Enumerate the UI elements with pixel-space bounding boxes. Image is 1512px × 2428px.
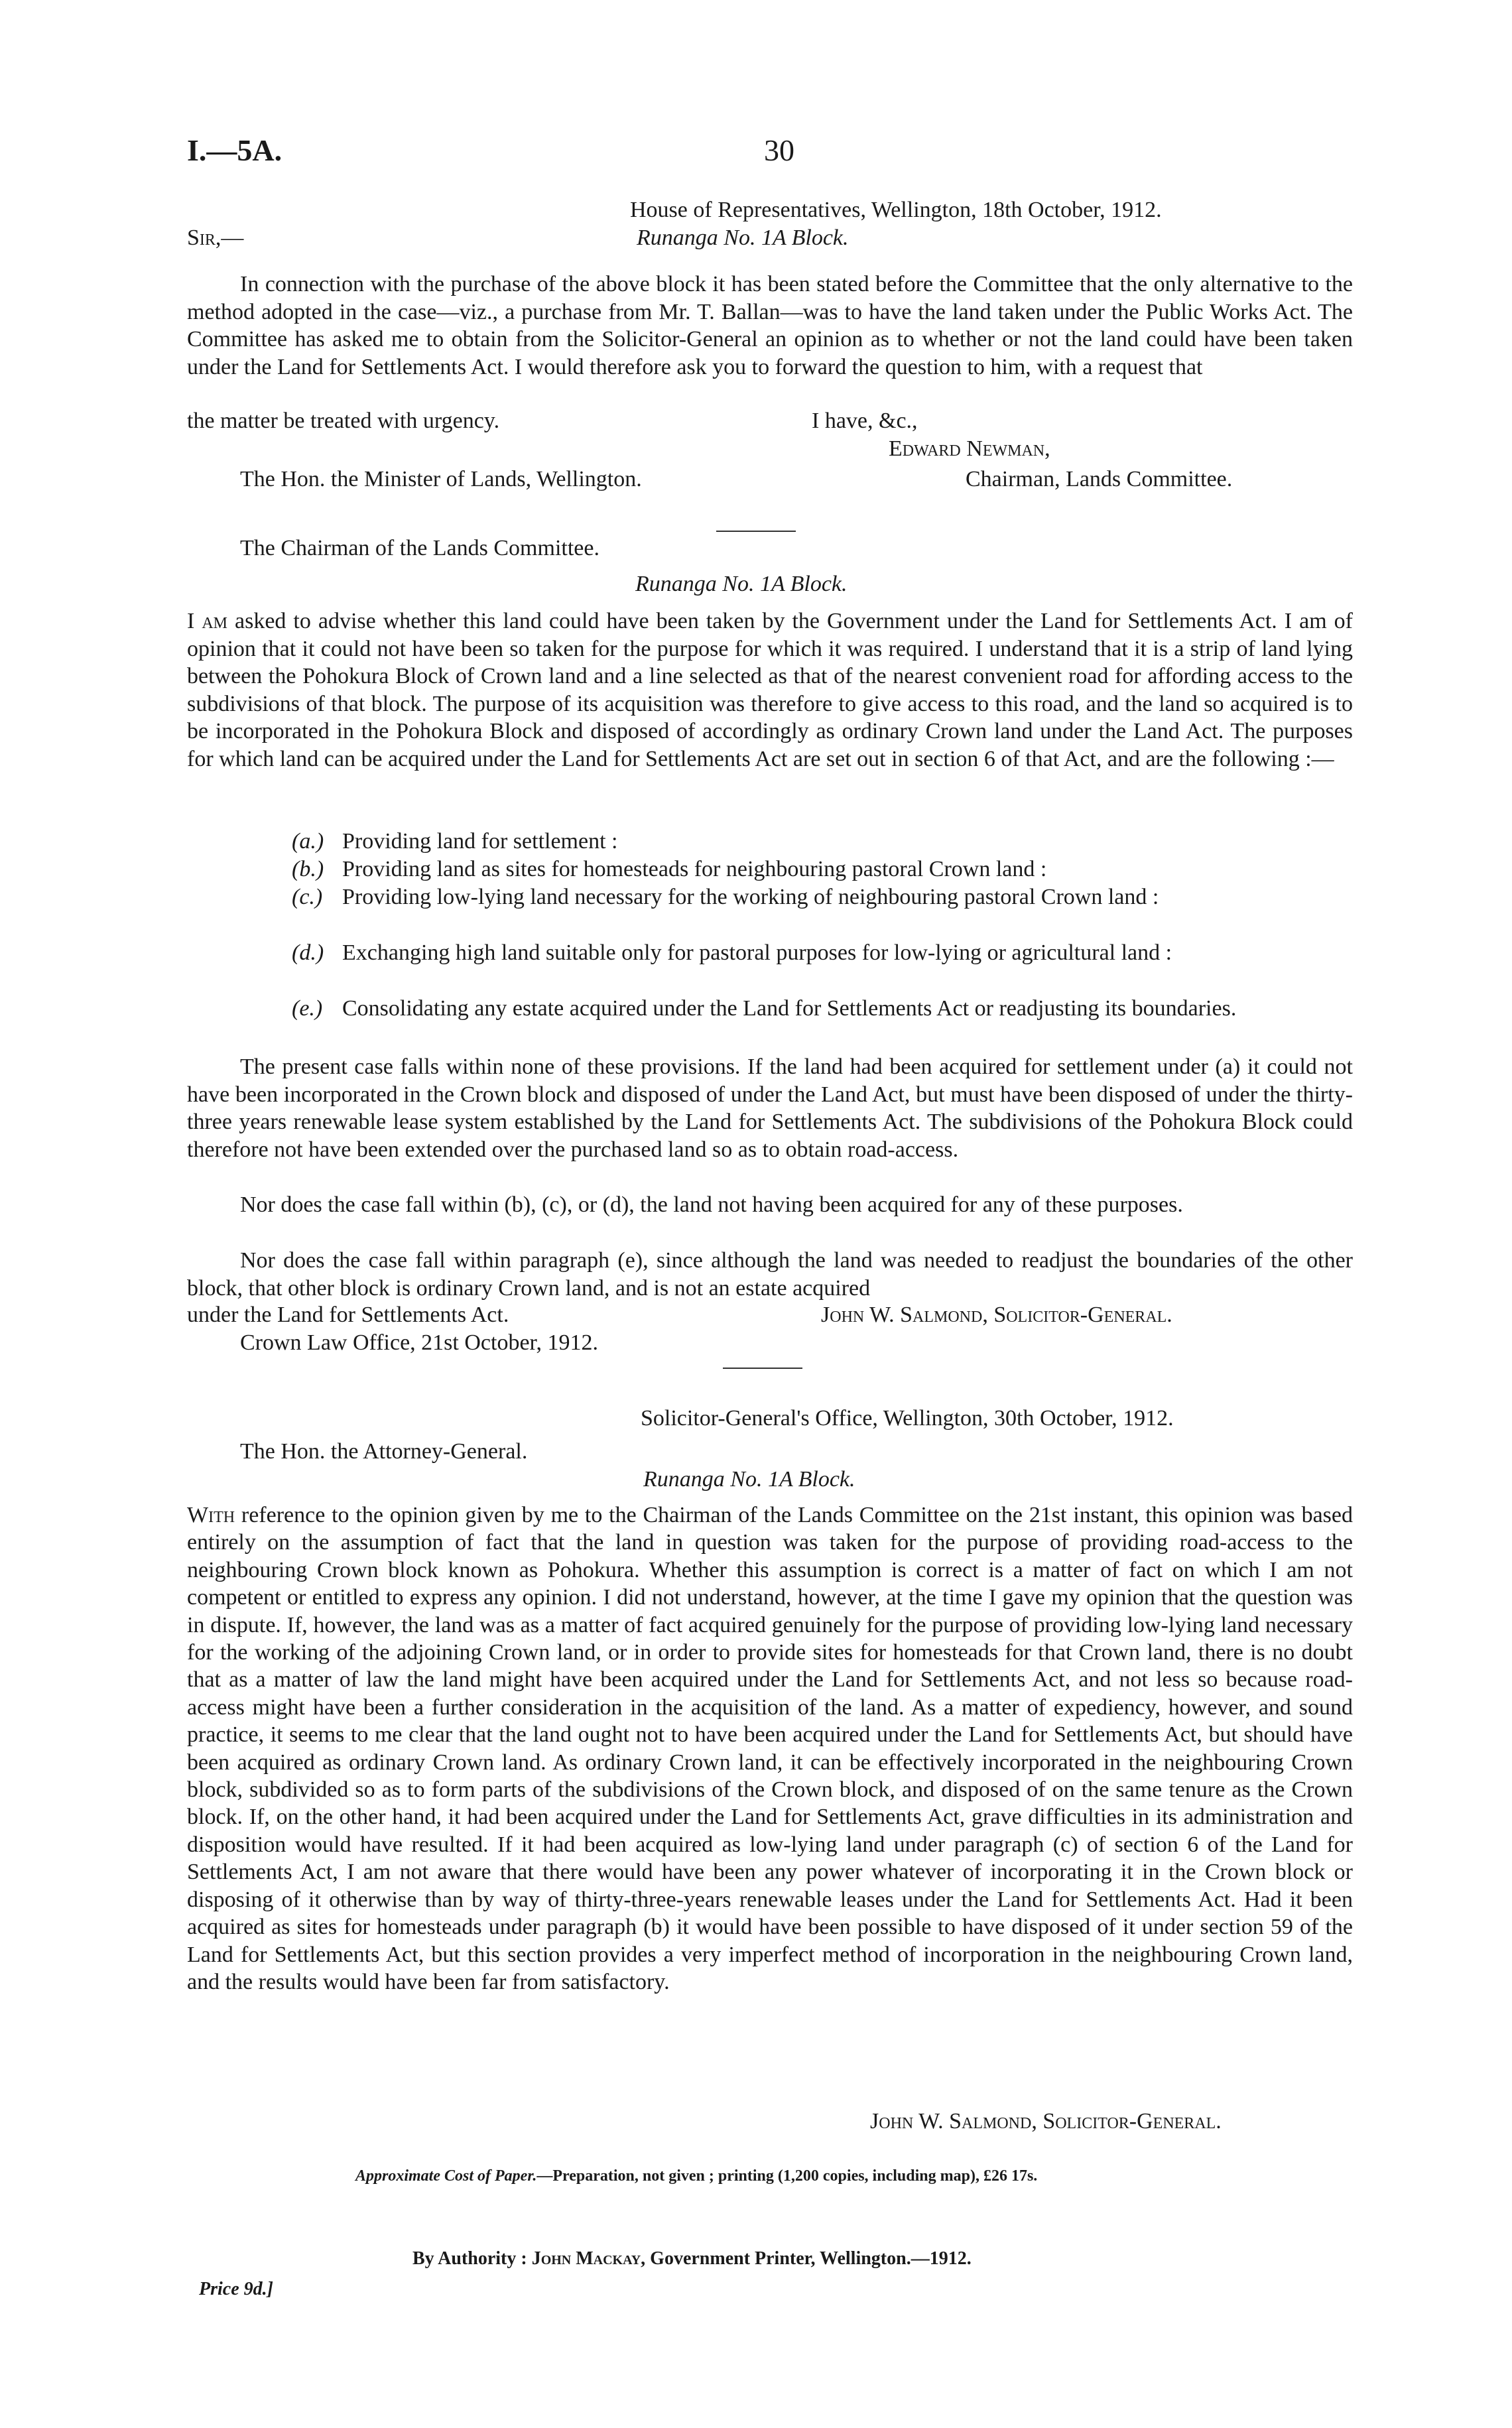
letter3-body-text: reference to the opinion given by me to the Chairman of the Lands Committee on the 21st instant, this opinion was based entirely on the assumption of fact that the land in question was taken for the purpose of providing road-access to the neighbouring Crown block known as Pohokura. Whether this assumption is correct is a matter of fact on which I am not competent or entitled to express any opinion. I did not understand, however, at the time I gave my opinion that the question was in dispute. If, however, the land was as a matter of fact acquired genuinely for the purpose of providing low-lying land necessary for the working of the adjoining Crown land, or in order to provide sites for homesteads for that Crown land, there is no doubt that as a matter of law the land might have been acquired under the Land for Settlements Act, and not less so because road-access might have been a further consideration in the acquisition of the land. As a matter of expediency, however, and sound practice, it seems to me clear that the land ought not to have been acquired under the Land for Settlements Act, but should have been acquired as ordinary Crown land. As ordinary Crown land, it can be effectively incorporated in the neighbouring Crown block, subdivided so as to form parts of the subdivisions of the Crown block, and disposed of on the same tenure as the Crown block. If, on the other hand, it had been acquired under the Land for Settlements Act, grave difficulties in its administration and disposition would have resulted. If it had been acquired as low-lying land under paragraph (c) of section 6 of the Land for Settlements Act, I am not aware that there would have been any power whatever of incorporating it in the Crown block or disposing of it otherwise than by way of thirty-three-years renewable leases under the Land for Settlements Act. Had it been acquired as sites for homesteads under paragraph (b) it would have been possible to have disposed of it under section 59 of the Land for Settlements Act, but this section provides a very imperfect method of incorporation in the neighbouring Crown land, and the results would have been far from satisfactory. [187, 1503, 1353, 1994]
list-item-text: Consolidating any estate acquired under the Land for Settlements Act or readjusting its boundaries. [342, 996, 1237, 1021]
letter2-subject: Runanga No. 1A Block. [635, 572, 848, 596]
letter1-signature: Edward Newman, [889, 436, 1050, 461]
letter2-intro [187, 607, 1353, 773]
letter2-paragraph: The present case falls within none of these provisions. If the land had been acquired for settlement under (a) it could not have been incorporated in the Crown block and disposed of under the Land Act, but must have been disposed of under the thirty-three years renewable lease system established by the Land for Settlements Act. The subdivisions of the Pohokura Block could therefore not have been extended over the purchased land so as to obtain road-access. [187, 1054, 1353, 1162]
list-item-text: Providing land as sites for homesteads for neighbouring pastoral Crown land : [342, 857, 1047, 881]
page-number: 30 [764, 133, 794, 167]
list-item-label: (e.) [292, 996, 323, 1021]
section-divider [723, 1368, 802, 1369]
letter1-signatory-title: Chairman, Lands Committee. [966, 467, 1233, 491]
list-item-text: Providing low-lying land necessary for the working of neighbouring pastoral Crown land : [342, 885, 1159, 909]
letter1-salutation: Sir,— [187, 225, 244, 250]
letter1-closing: I have, &c., [812, 409, 918, 433]
letter2-signature: John W. Salmond, Solicitor-General. [821, 1303, 1172, 1327]
letter2-dateline: Crown Law Office, 21st October, 1912. [240, 1330, 598, 1355]
letter1-heading: House of Representatives, Wellington, 18th October, 1912. [630, 198, 1162, 222]
letter2-paragraph-last-line: under the Land for Settlements Act. [187, 1303, 509, 1327]
list-item-label: (d.) [292, 940, 324, 965]
letter2-intro-text: asked to advise whether this land could have been taken by the Government under the Land for Settlements Act. I am of opinion that it could not have been so taken for the purpose for which it was required. I understand that it is a strip of land lying between the Pohokura Block of Crown land and a line selected as that of the nearest convenient road for affording access to the subdivisions of that block. The purpose of its acquisition was therefore to give access to this road, and the land so acquired is to be incorporated in the Pohokura Block and disposed of accordingly as ordinary Crown land under the Land Act. The purposes for which land can be acquired under the Land for Settlements Act are set out in section 6 of that Act, and are the following :— [187, 609, 1353, 771]
authority-suffix: , Government Printer, Wellington.—1912. [641, 2248, 972, 2269]
list-item-label: (b.) [292, 857, 324, 881]
cost-text: —Preparation, not given ; printing (1,200 copies, including map), £26 17s. [536, 2167, 1038, 2185]
letter2-paragraph: Nor does the case fall within paragraph (e), since although the land was needed to readjust the boundaries of the other block, that other block is ordinary Crown land, and is not an estate acquired [187, 1248, 1353, 1301]
page-reference: I.—5A. [187, 133, 283, 167]
letter3-addressee: The Hon. the Attorney-General. [240, 1439, 528, 1464]
letter3-signature: John W. Salmond, Solicitor-General. [870, 2109, 1222, 2134]
letter1-body: In connection with the purchase of the above block it has been stated before the Committee that the only alternative to the method adopted in the case—viz., a purchase from Mr. T. Ballan—was to have the land taken under the Public Works Act. The Committee has asked me to obtain from the Solicitor-General an opinion as to whether or not the land could have been taken under the Land for Settlements Act. I would therefore ask you to forward the question to him, with a request that [187, 272, 1353, 379]
cost-note [355, 2167, 1037, 2185]
list-item-text: Exchanging high land suitable only for pastoral purposes for low-lying or agricultural land : [342, 940, 1172, 965]
letter1-addressee: The Hon. the Minister of Lands, Wellington. [240, 467, 642, 491]
letter3-opening-caps: With [187, 1503, 235, 1527]
price-label: Price 9d.] [199, 2279, 273, 2299]
cost-label: Approximate Cost of Paper. [355, 2167, 537, 2185]
authority-prefix: By Authority : [412, 2248, 532, 2269]
printer-name: John Mackay [531, 2248, 641, 2269]
letter3-heading: Solicitor-General's Office, Wellington, 30th October, 1912. [641, 1406, 1174, 1431]
section-divider [716, 531, 796, 532]
list-item-label: (a.) [292, 829, 324, 854]
letter3-body [187, 1502, 1353, 1996]
list-item-label: (c.) [292, 885, 323, 909]
letter2-addressee: The Chairman of the Lands Committee. [240, 536, 599, 560]
list-item-text: Providing land for settlement : [342, 829, 618, 854]
printer-imprint [412, 2248, 972, 2269]
letter3-subject: Runanga No. 1A Block. [643, 1467, 855, 1492]
letter2-opening-caps: I am [187, 609, 227, 633]
letter1-last-line: the matter be treated with urgency. [187, 409, 500, 433]
letter1-subject: Runanga No. 1A Block. [637, 225, 849, 250]
letter2-paragraph: Nor does the case fall within (b), (c), or (d), the land not having been acquired for any of these purposes. [240, 1192, 1183, 1217]
